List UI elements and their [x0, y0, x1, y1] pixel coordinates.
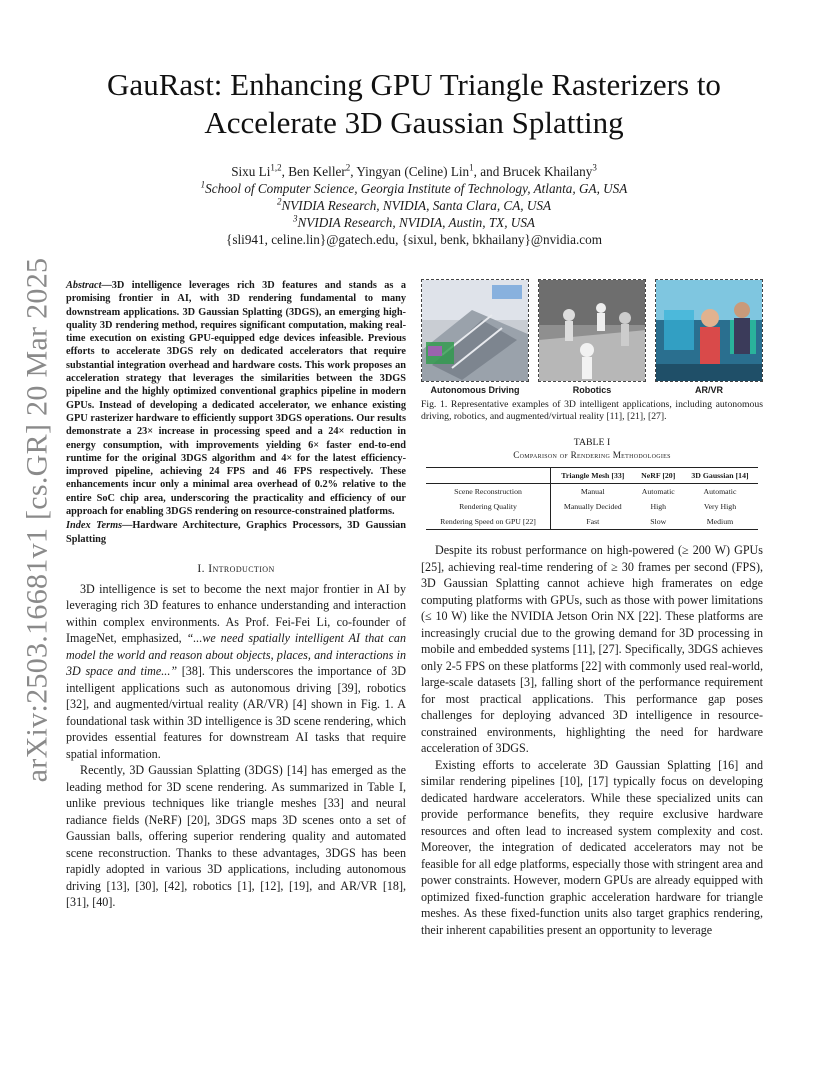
- table-header-cell: [426, 468, 551, 484]
- arxiv-identifier-text: arXiv:2503.16681v1 [cs.GR] 20 Mar 2025: [20, 257, 54, 783]
- author-emails: {sli941, celine.lin}@gatech.edu, {sixul, benk, bkhailany}@nvidia.com: [226, 232, 602, 247]
- ar-vr-image: [655, 279, 763, 382]
- table-cell: Manual: [580, 487, 605, 497]
- intro-paragraph-2: Recently, 3D Gaussian Splatting (3DGS) [14] has emerged as the leading method for 3D scene rendering. As summarized in Table I, unlike previous techniques like triangle meshes [33] and neural radiance fields (NeRF) [20], 3DGS maps 3D scenes onto a set of Gaussian balls, offering superior rendering quality and automated scene reconstruction. Thanks to these advantages, 3DGS has been rapidly adopted in various 3D applications, including autonomous driving [13], [30], [42], robotics [1], [12], [19], and AR/VR [18], [31], [40].: [66, 763, 406, 910]
- table-header-cell: Triangle Mesh [33]: [551, 468, 635, 484]
- left-column: [66, 279, 406, 911]
- quotation: “...we need spatially intelligent AI that can model the world and reason about objects, places, and interactions in 3D space and time...”: [66, 631, 406, 679]
- intro-paragraph-1: [66, 581, 406, 763]
- affiliation-marker: 3: [592, 162, 597, 173]
- author-block: [60, 163, 768, 248]
- affiliation-1: [60, 180, 768, 197]
- affiliation-text: NVIDIA Research, NVIDIA, Austin, TX, USA: [297, 215, 535, 230]
- affiliation-3: [60, 214, 768, 231]
- paragraph-text: 3D intelligence is set to become the next major frontier in AI by leveraging rich 3D features to enhance understanding and interaction within complex environments. As Prof. Fei-Fei Li, co-founder of ImageNet, emphasized,: [66, 581, 406, 646]
- autonomous-driving-scene-illustration: [422, 280, 529, 382]
- body-paragraph: Despite its robust performance on high-powered (≥ 200 W) GPUs [25], achieving real-time rendering of ≥ 30 frames per second (FPS), 3D Gaussian Splatting cannot achieve high framerates on edge computing platforms with GPUs, such as those with power limitations (≤ 10 W) like the NVIDIA Jetson Orin NX [22]. These platforms are increasingly crucial due to the growing demand for 3D processing in mobile and embedded systems [11], [27]. Specifically, 3DGS achieves only 2-5 FPS on these platforms [22] with commonly used real-world, large-scale datasets [3], falling short of the performance requirement for most practical applications. This performance gap poses challenges for deploying advanced 3D intelligence in resource-constrained environments, highlighting the need for hardware acceleration of 3DGS.: [421, 543, 763, 756]
- table-cell: Medium: [682, 514, 758, 530]
- title-line-1: GauRast: Enhancing GPU Triangle Rasterizers to: [107, 67, 721, 102]
- figure-panel-autonomous-driving: [421, 279, 529, 395]
- author-names: Sixu Li$^{1,2}$, Ben Keller$^2$, Yingyan (Celine) Lin$^1$, and Brucek Khailany$^3$: [231, 162, 597, 179]
- affiliation-marker: 1: [469, 162, 474, 173]
- right-column: [421, 279, 763, 938]
- index-terms: [66, 519, 406, 546]
- comparison-table: [426, 467, 758, 530]
- table-label: TABLE I: [573, 437, 611, 449]
- affiliation-marker: 3: [293, 213, 298, 224]
- table-row-header: Scene Reconstruction: [426, 484, 551, 500]
- abstract-text: —3D intelligence leverages rich 3D features and stands as a promising frontier in AI, with 3D rendering fundamental to many downstream applications. 3D Gaussian Splatting (3DGS), an emerging high-quality 3D rendering method, requires significant computation, making real-time execution on existing GPU-equipped edge devices infeasible. Previous efforts to accelerate 3DGS rely on dedicated accelerators that require substantial integration overhead and hardware costs. This work proposes an acceleration strategy that leverages the similarities between the 3DGS pipeline and the highly optimized conventional graphics pipeline in modern GPUs. Instead of developing a dedicated accelerator, we enhance existing GPU rasterizer hardware to efficiently support 3DGS operations. Our results demonstrate a 23× increase in processing speed and a 24× reduction in energy consumption, with improvements yielding 6× faster end-to-end runtime for the original 3DGS algorithm and 4× for the latest efficiency-improved pipeline, achieving 24 FPS and 46 FPS respectively. These enhancements incur only a minimal area overhead of 0.2% relative to the entire SoC chip area, underscoring the practicality and efficiency of our approach for enabling 3DGS rendering on resource-constrained platforms.: [66, 280, 406, 518]
- affiliation-2: [60, 197, 768, 214]
- index-terms-text: —Hardware Architecture, Graphics Processors, 3D Gaussian Splatting: [66, 520, 406, 545]
- figure-label: Autonomous Driving: [430, 385, 520, 395]
- abstract: [66, 279, 406, 518]
- affiliation-marker: 1: [200, 179, 206, 190]
- robotics-scene-illustration: [539, 280, 646, 382]
- abstract-lead: Abstract: [66, 280, 102, 291]
- figure-panel-robotics: [538, 279, 646, 395]
- affiliation-marker: 2: [345, 162, 351, 173]
- table-row: [426, 484, 758, 500]
- table-header-cell: 3D Gaussian [14]: [682, 468, 758, 484]
- paper-title: [60, 66, 768, 142]
- table-cell: Very High: [703, 502, 737, 512]
- table-row: [426, 514, 758, 530]
- table-cell: Automatic: [641, 487, 675, 497]
- paragraph-text: [38]. This underscores the importance of 3D intelligent applications such as autonomous driving [39], robotics [32], and augmented/virtual reality (AR/VR) [4] shown in Fig. 1. A foundational task within 3D intelligence is 3D scene rendering, which provides essential features for downstream AI tasks that require spatial information.: [66, 664, 406, 761]
- author-name: Ben Keller: [288, 164, 346, 179]
- table-row: [426, 499, 758, 514]
- affiliation-text: School of Computer Science, Georgia Institute of Technology, Atlanta, GA, USA: [205, 181, 628, 196]
- title-line-2: Accelerate 3D Gaussian Splatting: [204, 105, 624, 140]
- table-row-header: Rendering Speed on GPU [22]: [426, 514, 551, 530]
- table-row-header: Rendering Quality: [426, 499, 551, 514]
- author-name: Sixu Li: [231, 164, 271, 179]
- figure-panel-ar-vr: [655, 279, 763, 395]
- figure-1: [421, 279, 763, 395]
- body-paragraph: Existing efforts to accelerate 3D Gaussian Splatting [16] and similar rendering pipelines [10], [17] typically focus on developing dedicated hardware accelerators. While these specialized units can provide performance benefits, they require exclusive hardware resources and often lead to increased system complexity and cost. Moreover, the integration of dedicated accelerators may not be feasible for all edge platforms, especially those with stringent area and power constraints. However, modern GPUs are already equipped with optimized fixed-function graphic acceleration hardware for triangle meshes. As these fixed-function units also target graphics rendering, their inherent capabilities present an opportunity to leverage: [421, 757, 763, 937]
- table-header-row: [426, 468, 758, 484]
- robotics-image: [538, 279, 646, 382]
- affiliation-text: NVIDIA Research, NVIDIA, Santa Clara, CA, USA: [281, 198, 552, 213]
- arxiv-identifier-stamp: [14, 257, 60, 783]
- figure-1-caption: Fig. 1. Representative examples of 3D intelligent applications, including autonomous driving, robotics, and augmented/virtual reality [11], [21], [27].: [421, 399, 763, 423]
- author-name: and Brucek Khailany: [480, 164, 593, 179]
- index-terms-lead: Index Terms: [66, 520, 123, 532]
- author-name: Yingyan (Celine) Lin: [356, 164, 470, 179]
- table-header-cell: NeRF [20]: [635, 468, 682, 484]
- affiliation-marker: 1,2: [270, 162, 282, 173]
- table-cell: Manually Decided: [563, 502, 622, 512]
- table-cell: Fast: [551, 514, 635, 530]
- figure-label: Robotics: [572, 385, 612, 395]
- ar-vr-scene-illustration: [656, 280, 763, 382]
- right-column-text: [421, 542, 763, 938]
- table-cell: High: [650, 502, 667, 512]
- table-cell: Slow: [635, 514, 682, 530]
- table-cell: Automatic: [703, 487, 737, 497]
- table-title: Comparison of Rendering Methodologies: [513, 450, 671, 461]
- section-heading-introduction: I. Introduction: [197, 561, 275, 575]
- figure-label: AR/VR: [694, 385, 723, 395]
- affiliation-marker: 2: [276, 196, 282, 207]
- autonomous-driving-image: [421, 279, 529, 382]
